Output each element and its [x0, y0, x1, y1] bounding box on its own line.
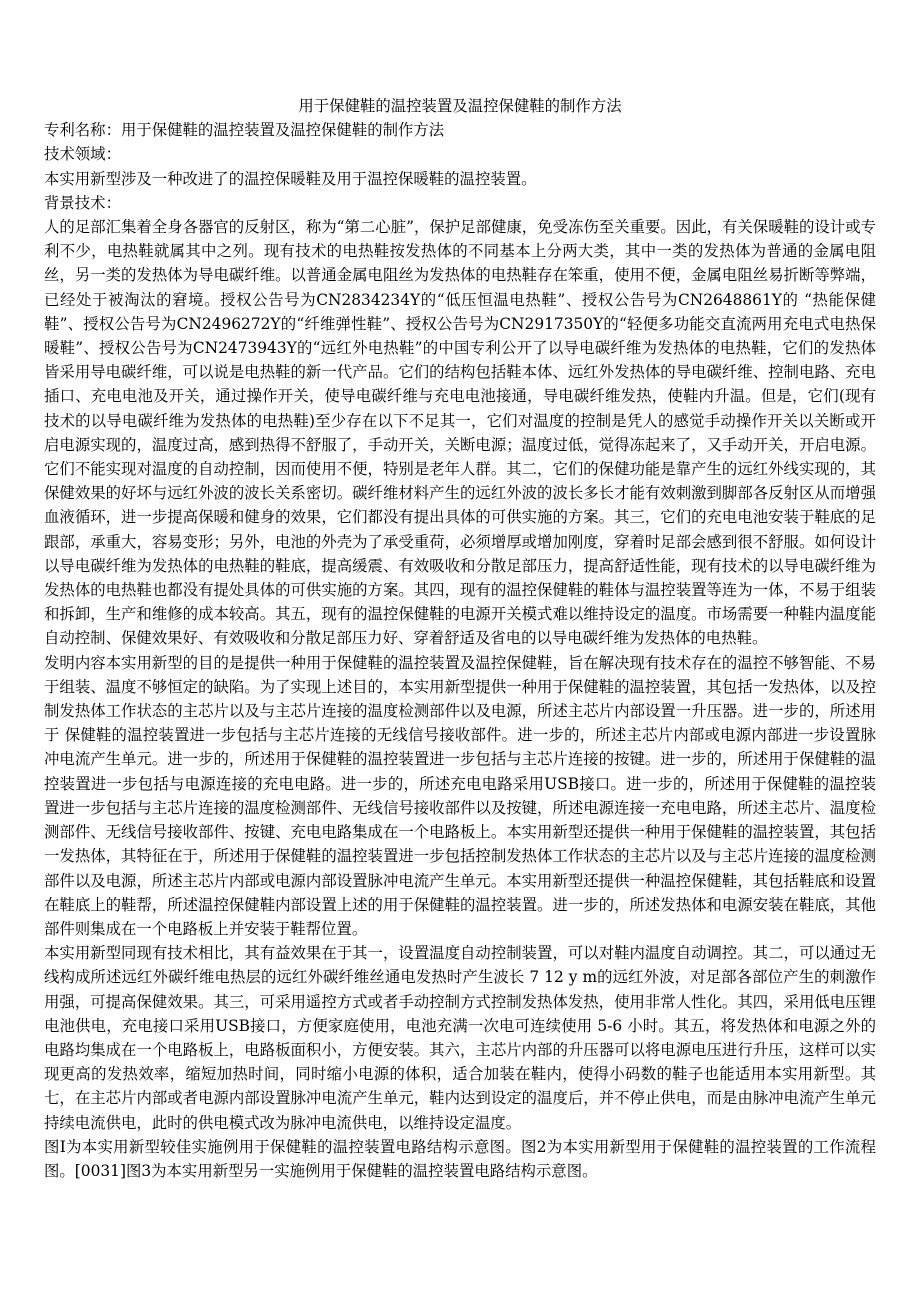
patent-name-line: 专利名称：用于保健鞋的温控装置及温控保健鞋的制作方法 — [44, 121, 445, 140]
tech-field-heading: 技术领域： — [44, 145, 121, 164]
tech-field-text: 本实用新型涉及一种改进了的温控保暖鞋及用于温控保暖鞋的温控装置。 — [44, 169, 537, 188]
figures-paragraph: 图I为本实用新型较佳实施例用于保健鞋的温控装置电路结构示意图。图2为本实用新型用于保健鞋的温控装置的工作流程图。[0031]图3为本实用新型另一实施例用于保健鞋的温控装置电路结构示意图。 — [44, 1137, 876, 1180]
invention-paragraph: 发明内容本实用新型的目的是提供一种用于保健鞋的温控装置及温控保健鞋，旨在解决现有技术存在的温控不够智能、不易于组装、温度不够恒定的缺陷。为了实现上述目的，本实用新型提供一种用于保健鞋的温控装置，其包括一发热体，以及控制发热体工作状态的主芯片以及与主芯片连接的温度检测部件以及电源，所述主芯片内部设置一升压器。进一步的，所述用于 保健鞋的温控装置进一步包括与主芯片连接的无线信号接收部件。进一步的，所述主芯片内部或电源内部进一步设置脉冲电流产生单元。进一步的，所述用于保健鞋的温控装置进一步包括与主芯片连接的按键。进一步的，所述用于保健鞋的温控装置进一步包括与电源连接的充电电路。进一步的，所述充电电路采用USB接口。进一步的，所述用于保健鞋的温控装置进一步包括与主芯片连接的温度检测部件、无线信号接收部件以及按键，所述电源连接一充电电路，所述主芯片、温度检测部件、无线信号接收部件、按键、充电电路集成在一个电路板上。本实用新型还提供一种用于保健鞋的温控装置，其包括一发热体，其特征在于，所述用于保健鞋的温控装置进一步包括控制发热体工作状态的主芯片以及与主芯片连接的温度检测部件以及电源，所述主芯片内部或电源内部设置脉冲电流产生单元。本实用新型还提供一种温控保健鞋，其包括鞋底和设置在鞋底上的鞋帮，所述温控保健鞋内部设置上述的用于保健鞋的温控装置。进一步的，所述发热体和电源安装在鞋底，其他部件则集成在一个电路板上并安装于鞋帮位置。 — [44, 653, 876, 938]
background-paragraph: 人的足部汇集着全身各器官的反射区，称为“第二心脏”，保护足部健康，免受冻伤至关重要。因此，有关保暖鞋的设计或专利不少，电热鞋就属其中之列。现有技术的电热鞋按发热体的不同基本上分两大类，其中一类的发热体为普通的金属电阻丝，另一类的发热体为导电碳纤维。以普通金属电阻丝为发热体的电热鞋存在笨重，使用不便，金属电阻丝易折断等弊端，已经处于被淘汰的窘境。授权公告号为CN2834234Y的“低压恒温电热鞋”、授权公告号为CN2648861Y的 “热能保健鞋”、授权公告号为CN2496272Y的“纤维弹性鞋”、授权公告号为CN2917350Y的“轻便多功能交直流两用充电式电热保暖鞋”、授权公告号为CN2473943Y的“远红外电热鞋”的中国专利公开了以导电碳纤维为发热体的电热鞋，它们的发热体皆采用导电碳纤维，可以说是电热鞋的新一代产品。它们的结构包括鞋本体、远红外发热体的导电碳纤维、控制电路、充电插口、充电电池及开关，通过操作开关，使导电碳纤维与充电电池接通，导电碳纤维发热，使鞋内升温。但是，它们(现有技术的以导电碳纤维为发热体的电热鞋)至少存在以下不足其一，它们对温度的控制是凭人的感觉手动操作开关以关断或开启电源实现的，温度过高，感到热得不舒服了，手动开关，关断电源；温度过低，觉得冻起来了，又手动开关，开启电源。它们不能实现对温度的自动控制，因而使用不便，特别是老年人群。其二，它们的保健功能是靠产生的远红外线实现的，其保健效果的好坏与远红外波的波长关系密切。碳纤维材料产生的远红外波的波长多长才能有效刺激到脚部各反射区从而增强血液循环，进一步提高保暖和健身的效果，它们都没有提出具体的可供实施的方案。其三，它们的充电电池安装于鞋底的足跟部，承重大，容易变形；另外，电池的外壳为了承受重荷，必须增厚或增加刚度，穿着时足部会感到很不舒服。如何设计以导电碳纤维为发热体的电热鞋的鞋底，提高缓震、有效吸收和分散足部压力，提高舒适性能，现有技术的以导电碳纤维为发热体的电热鞋也都没有提处具体的可供实施的方案。其四，现有的温控保健鞋的鞋体与温控装置等连为一体，不易于组装和拆卸，生产和维修的成本较高。其五，现有的温控保健鞋的电源开关模式难以维持设定的温度。市场需要一种鞋内温度能自动控制、保健效果好、有效吸收和分散足部压力好、穿着舒适及省电的以导电碳纤维为发热体的电热鞋。 — [44, 218, 876, 648]
effect-paragraph: 本实用新型同现有技术相比，其有益效果在于其一，设置温度自动控制装置，可以对鞋内温度自动调控。其二，可以通过无线构成所述远红外碳纤维电热层的远红外碳纤维丝通电发热时产生波长 7 12 y m的远红外波，对足部各部位产生的刺激作用强，可提高保健效果。其三，可采用遥控方式或者手动控制方式控制发热体发热，使用非常人性化。其四，采用低电压锂电池供电，充电接口采用USB接口，方便家庭使用，电池充满一次电可连续使用 5-6 小时。其五，将发热体和电源之外的电路均集成在一个电路板上，电路板面积小，方便安装。其六，主芯片内部的升压器可以将电源电压进行升压，这样可以实现更高的发热效率，缩短加热时间，同时缩小电源的体积，适合加装在鞋内，使得小码数的鞋子也能适用本实用新型。其七，在主芯片内部或者电源内部设置脉冲电流产生单元，鞋内达到设定的温度后，并不停止供电，而是由脉冲电流产生单元持续电流供电，此时的供电模式改为脉冲电流供电，以维持设定温度。 — [44, 944, 876, 1132]
document-title: 用于保健鞋的温控装置及温控保健鞋的制作方法 — [298, 97, 622, 115]
background-heading: 背景技术： — [44, 193, 121, 212]
